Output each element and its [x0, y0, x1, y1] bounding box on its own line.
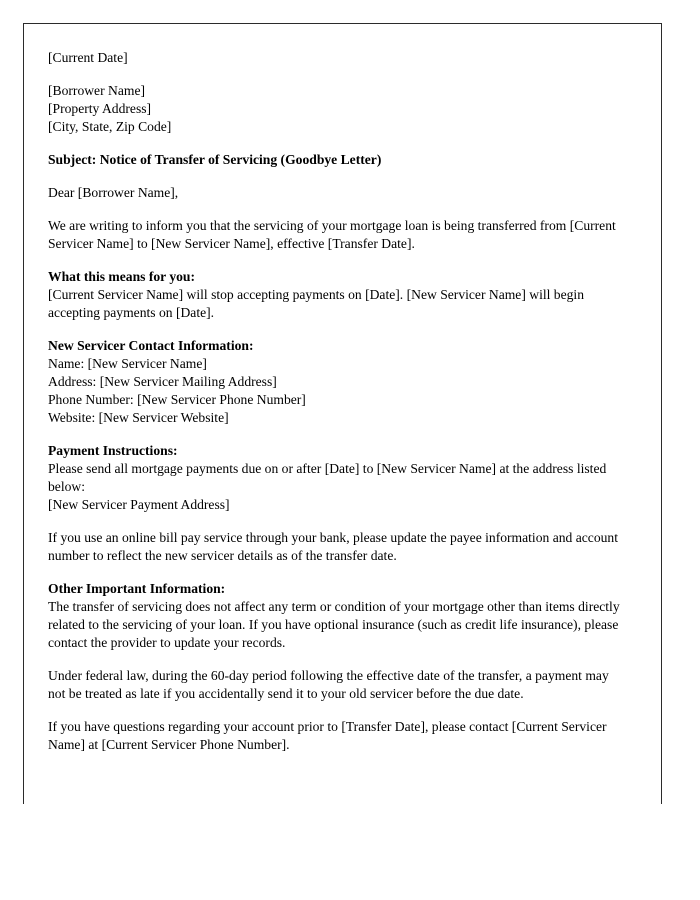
new-servicer-contact-heading: New Servicer Contact Information: [48, 338, 254, 353]
subject-line: Subject: Notice of Transfer of Servicing (Goodbye Letter) [48, 152, 382, 167]
payment-instructions-section [48, 442, 628, 514]
intro-paragraph: We are writing to inform you that the servicing of your mortgage loan is being transferred from [Current Servicer Name] to [New Servicer Name], effective [Transfer Date]. [48, 218, 616, 251]
what-this-means-section [48, 268, 628, 322]
federal-law-notice-paragraph: Under federal law, during the 60-day period following the effective date of the transfer, a payment may not be treated as late if you accidentally send it to your old servicer before the due date. [48, 668, 609, 701]
current-date: [Current Date] [48, 50, 128, 65]
new-servicer-website-line: Website: [New Servicer Website] [48, 410, 229, 425]
recipient-property-address: [Property Address] [48, 101, 152, 116]
what-this-means-body: [Current Servicer Name] will stop accepting payments on [Date]. [New Servicer Name] will begin accepting payments on [Date]. [48, 287, 585, 320]
other-important-information-body: The transfer of servicing does not affect any term or condition of your mortgage other than items directly related to the servicing of your loan. If you have optional insurance (such as credit life insurance), please contact the provider to update your records. [48, 599, 620, 650]
what-this-means-heading: What this means for you: [48, 269, 196, 284]
new-servicer-name-line: Name: [New Servicer Name] [48, 356, 207, 371]
questions-notice-paragraph: If you have questions regarding your account prior to [Transfer Date], please contact [Current Servicer Name] at [Current Servicer Phone Number]. [48, 719, 607, 752]
new-servicer-address-line: Address: [New Servicer Mailing Address] [48, 374, 277, 389]
letter-body [48, 49, 628, 754]
bill-pay-notice-paragraph: If you use an online bill pay service through your bank, please update the payee information and account number to reflect the new servicer details as of the transfer date. [48, 530, 618, 563]
new-servicer-contact-section [48, 337, 628, 427]
date-line [48, 49, 628, 67]
recipient-address-block [48, 82, 628, 136]
recipient-name: [Borrower Name] [48, 83, 146, 98]
payment-address-line: [New Servicer Payment Address] [48, 497, 230, 512]
other-important-information-heading: Other Important Information: [48, 581, 226, 596]
recipient-city-state-zip: [City, State, Zip Code] [48, 119, 172, 134]
salutation: Dear [Borrower Name], [48, 185, 179, 200]
new-servicer-phone-line: Phone Number: [New Servicer Phone Number] [48, 392, 306, 407]
other-important-information-section [48, 580, 628, 652]
payment-instructions-heading: Payment Instructions: [48, 443, 178, 458]
document-page [23, 23, 662, 804]
payment-instructions-body: Please send all mortgage payments due on or after [Date] to [New Servicer Name] at the address listed below: [48, 461, 607, 494]
